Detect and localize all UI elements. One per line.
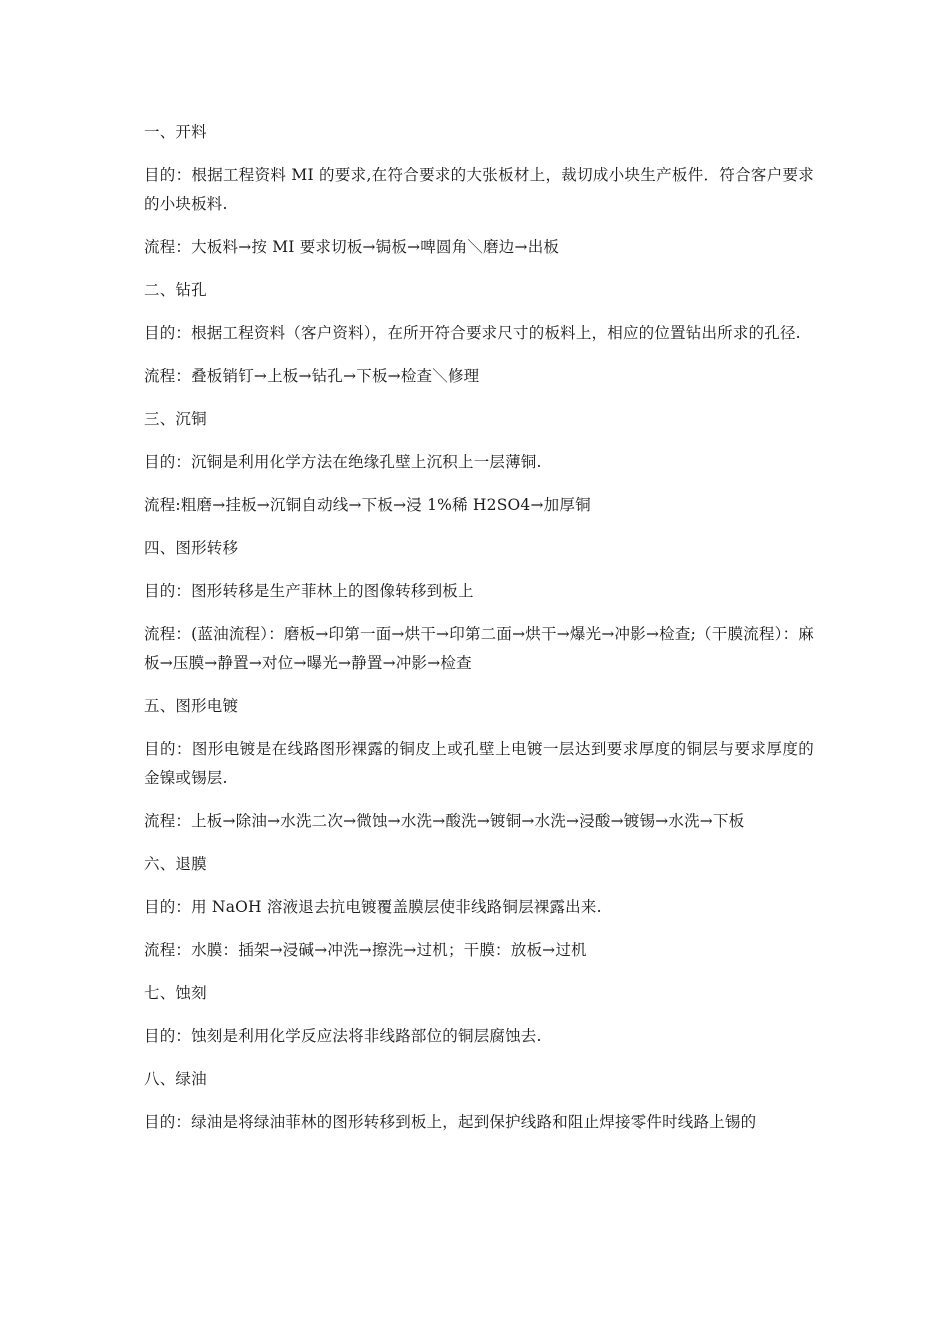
cutting-purpose: 目的：根据工程资料 MI 的要求,在符合要求的大张板材上，裁切成小块生产板件．符合客户要求的小块板料. (144, 166, 814, 213)
pattern-plating-process: 流程：上板→除油→水洗二次→微蚀→水洗→酸洗→镀铜→水洗→浸酸→镀锡→水洗→下板 (144, 812, 745, 830)
cutting-process: 流程：大板料→按 MI 要求切板→锔板→啤圆角＼磨边→出板 (144, 238, 560, 256)
section-heading-drilling: 二、钻孔 (144, 281, 207, 299)
document-body (144, 118, 814, 1151)
drilling-process: 流程：叠板销钉→上板→钻孔→下板→检查＼修理 (144, 367, 480, 385)
pattern-plating-purpose: 目的：图形电镀是在线路图形裸露的铜皮上或孔壁上电镀一层达到要求厚度的铜层与要求厚度的金镍或锡层. (144, 740, 814, 787)
section-heading-solder-mask: 八、绿油 (144, 1070, 207, 1088)
section-heading-copper-deposition: 三、沉铜 (144, 410, 207, 428)
solder-mask-purpose: 目的：绿油是将绿油菲林的图形转移到板上，起到保护线路和阻止焊接零件时线路上锡的 (144, 1113, 757, 1131)
copper-deposition-process: 流程:粗磨→挂板→沉铜自动线→下板→浸 1%稀 H2SO4→加厚铜 (144, 496, 591, 514)
film-stripping-process: 流程：水膜：插架→浸碱→冲洗→擦洗→过机；干膜：放板→过机 (144, 941, 587, 959)
section-heading-pattern-transfer: 四、图形转移 (144, 539, 239, 557)
pattern-transfer-process: 流程：(蓝油流程）：磨板→印第一面→烘干→印第二面→烘干→爆光→冲影→检查;（干膜流程）：麻板→压膜→静置→对位→曝光→静置→冲影→检查 (144, 625, 814, 672)
section-heading-etching: 七、蚀刻 (144, 984, 207, 1002)
etching-purpose: 目的：蚀刻是利用化学反应法将非线路部位的铜层腐蚀去. (144, 1027, 542, 1045)
section-heading-cutting: 一、开料 (144, 123, 207, 141)
section-heading-film-stripping: 六、退膜 (144, 855, 207, 873)
pattern-transfer-purpose: 目的：图形转移是生产菲林上的图像转移到板上 (144, 582, 474, 600)
copper-deposition-purpose: 目的：沉铜是利用化学方法在绝缘孔壁上沉积上一层薄铜. (144, 453, 542, 471)
drilling-purpose: 目的：根据工程资料（客户资料），在所开符合要求尺寸的板料上，相应的位置钻出所求的孔径. (144, 324, 801, 342)
section-heading-pattern-plating: 五、图形电镀 (144, 697, 239, 715)
film-stripping-purpose: 目的：用 NaOH 溶液退去抗电镀覆盖膜层使非线路铜层裸露出来. (144, 898, 602, 916)
